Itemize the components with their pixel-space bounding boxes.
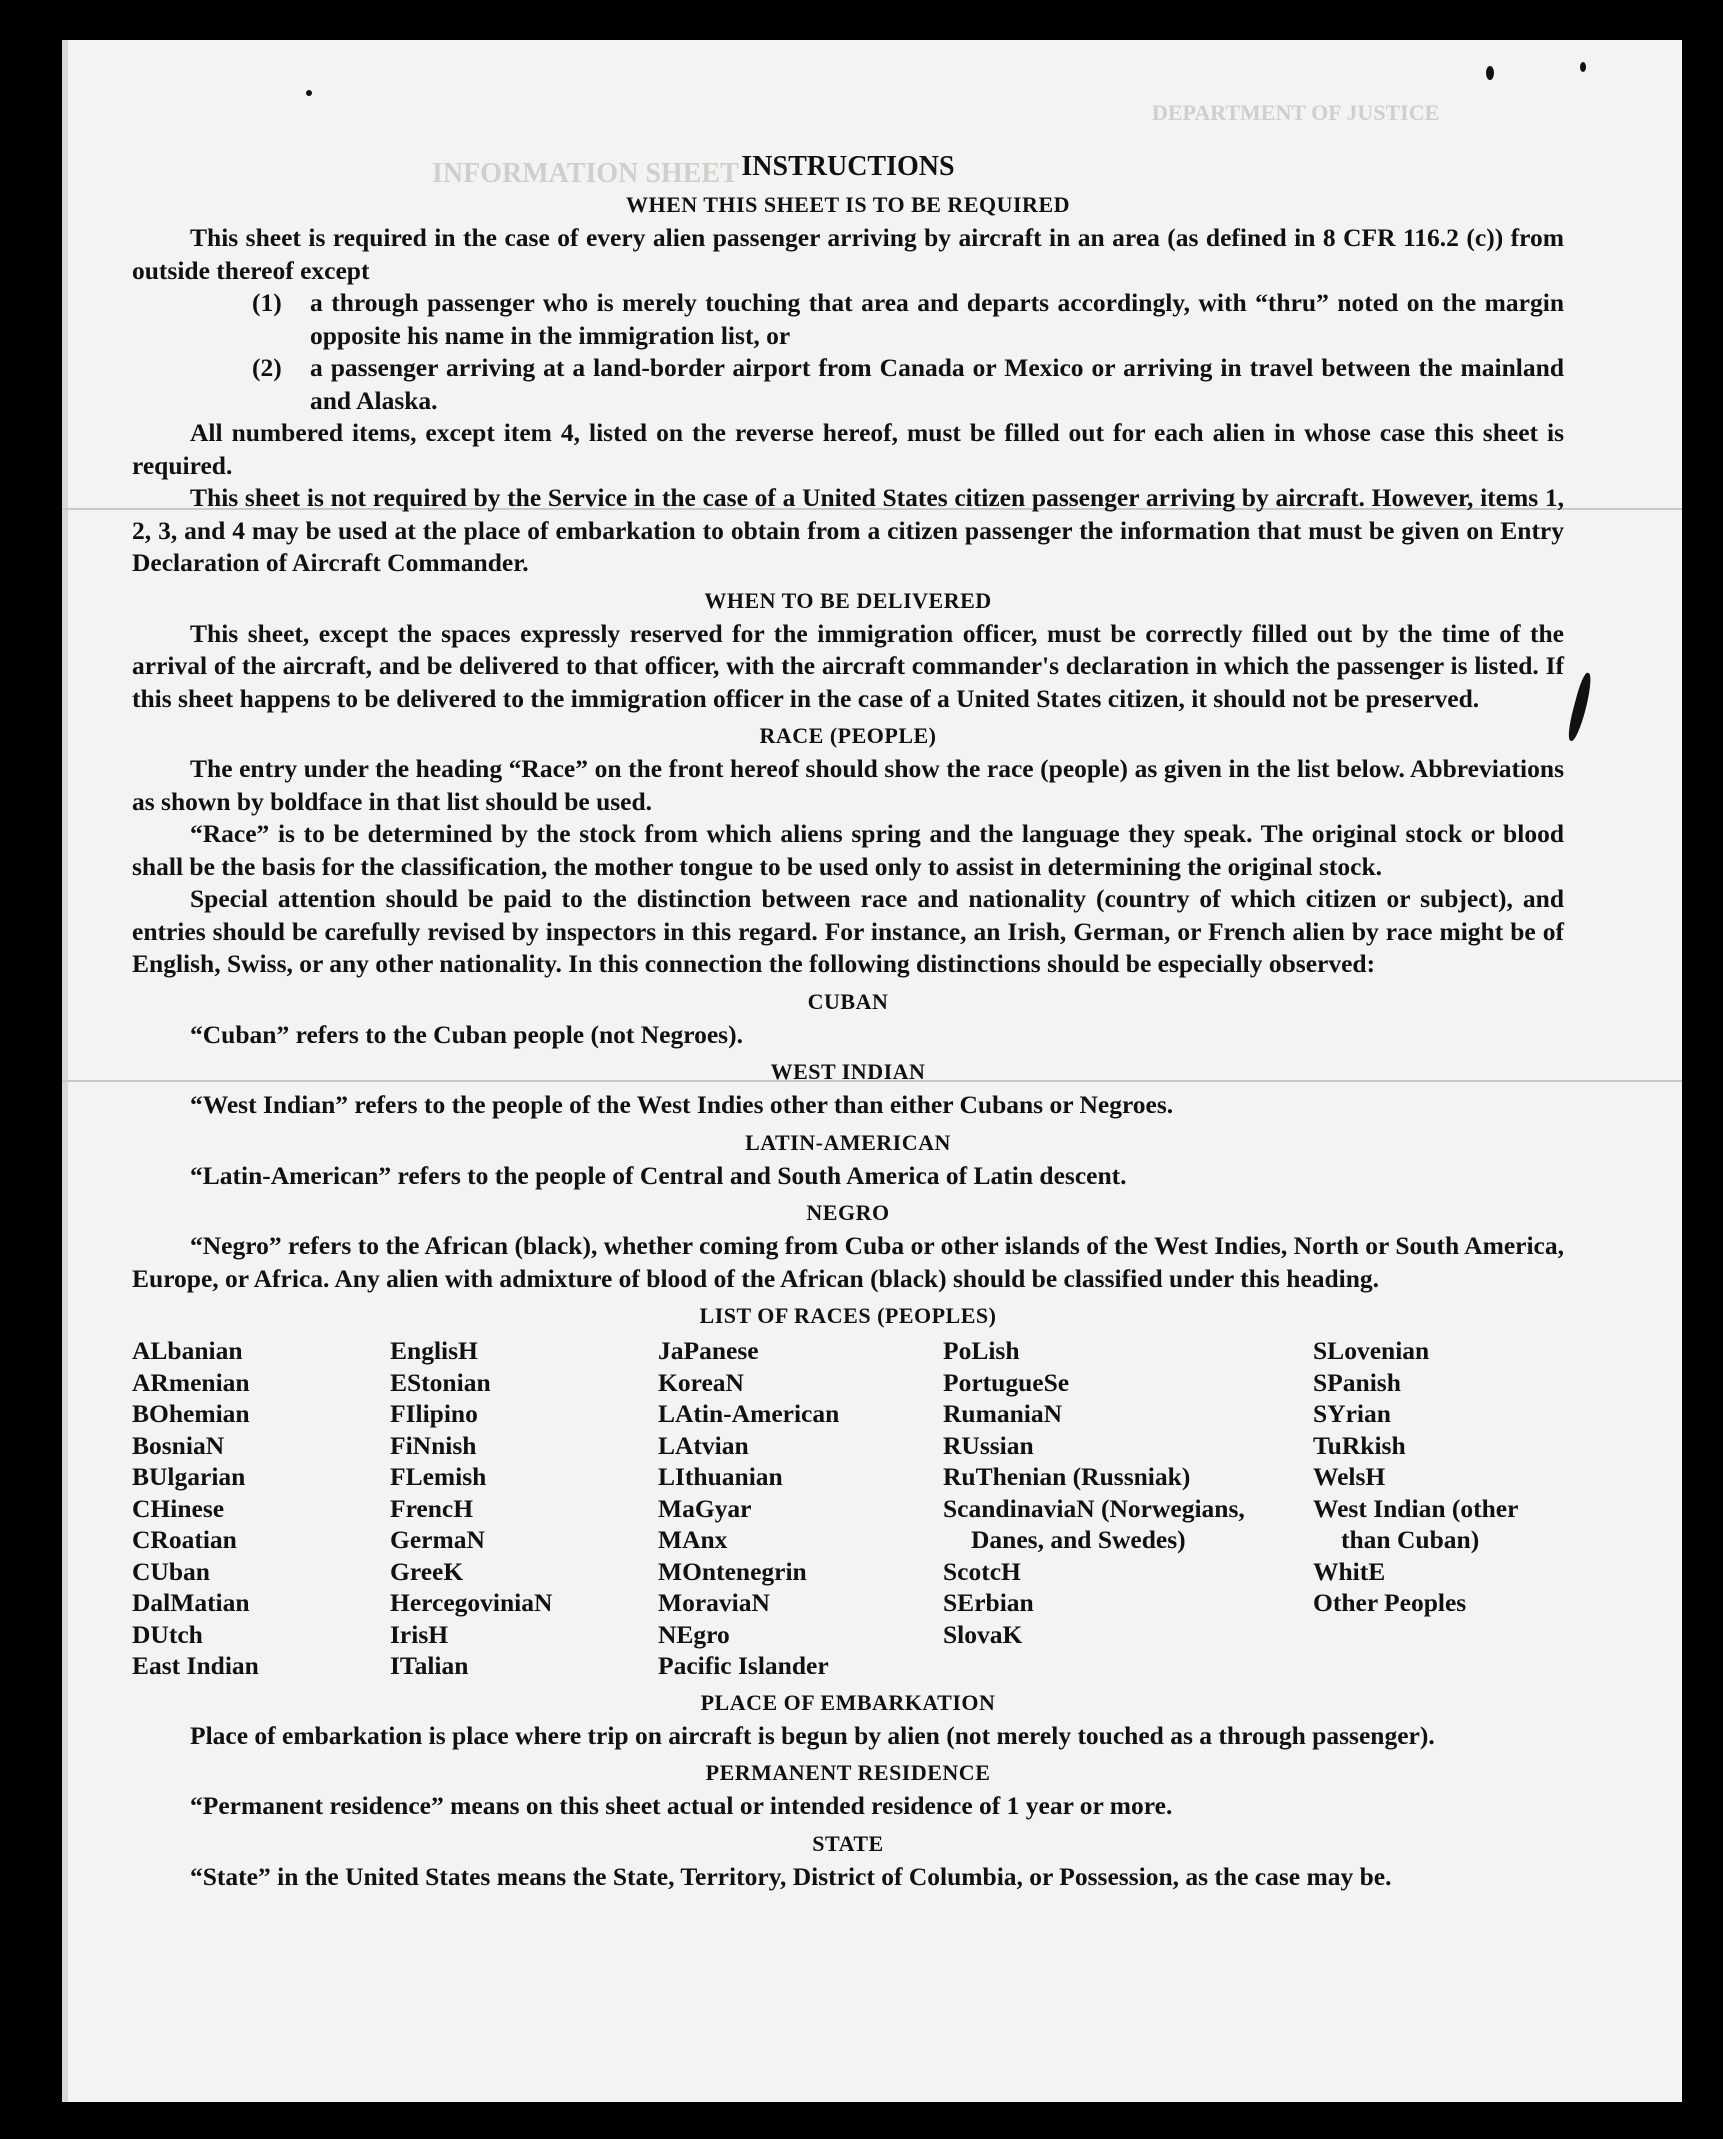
race-entry: JaPanese: [658, 1336, 759, 1365]
section-heading-latin-american: LATIN-AMERICAN: [745, 1129, 951, 1155]
race-entry: HercegoviniaN: [390, 1588, 553, 1617]
race-entry: ScandinaviaN (Norwegians, Danes, and Swedes): [943, 1493, 1245, 1554]
race-entry: ALbanian: [132, 1336, 243, 1365]
item-text: a passenger arriving at a land-border airport from Canada or Mexico or arriving in travel between the mainland and Alaska.: [310, 353, 1564, 415]
item-text: a through passenger who is merely touching that area and departs accordingly, with “thru” noted on the margin opposite his name in the immigration list, or: [310, 288, 1564, 350]
section-heading-state: STATE: [812, 1830, 884, 1856]
races-column: [943, 1335, 1313, 1682]
bleed-through-text: DEPARTMENT OF JUSTICE: [1152, 100, 1440, 125]
race-entry: FIlipino: [390, 1399, 478, 1428]
race-entry: ScotcH: [943, 1556, 1021, 1586]
instructions-content: [132, 150, 1564, 1893]
race-entry: DalMatian: [132, 1588, 250, 1617]
race-entry: WelsH: [1313, 1462, 1386, 1491]
residence-paragraph: “Permanent residence” means on this sheet actual or intended residence of 1 year or more.: [190, 1791, 1173, 1820]
ink-mark: [1565, 672, 1595, 743]
latin-american-paragraph: “Latin-American” refers to the people of Central and South America of Latin descent.: [190, 1160, 1127, 1190]
race-entry: LAtin-American: [658, 1399, 840, 1428]
citizen-paragraph: This sheet is not required by the Service in the case of a United States citizen passenger arriving by aircraft. However, items 1, 2, 3, and 4 may be used at the place of embarkation to obtain from a citizen passenger the information that must be given on Entry Declaration of Aircraft Commander.: [132, 483, 1564, 577]
race-entry: West Indian (other than Cuban): [1313, 1493, 1518, 1554]
race-paragraph: “Race” is to be determined by the stock from which aliens spring and the language they speak. The original stock or blood shall be the basis for the classification, the mother tongue to be used only to assist in determining the original stock.: [132, 819, 1564, 881]
race-entry: BOhemian: [132, 1399, 250, 1428]
race-entry: GermaN: [390, 1525, 485, 1554]
race-entry: NEgro: [658, 1619, 730, 1649]
section-heading-embarkation: PLACE OF EMBARKATION: [700, 1689, 996, 1715]
race-entry: RUssian: [943, 1430, 1034, 1460]
item-number: (1): [252, 288, 282, 317]
section-heading-races-list: LIST OF RACES (PEOPLES): [699, 1303, 997, 1328]
section-heading-race: RACE (PEOPLE): [759, 723, 937, 748]
race-entry: BosniaN: [132, 1430, 225, 1460]
race-entry: MaGyar: [658, 1493, 752, 1523]
race-entry: DUtch: [132, 1619, 203, 1649]
race-entry: SPanish: [1313, 1367, 1401, 1397]
races-column: [390, 1335, 658, 1682]
race-entry: BUlgarian: [132, 1462, 246, 1491]
section-heading-west-indian: WEST INDIAN: [770, 1059, 926, 1084]
negro-paragraph: “Negro” refers to the African (black), whether coming from Cuba or other islands of the West Indies, North or South America, Europe, or Africa. Any alien with admixture of blood of the African (black) should be classified under this heading.: [132, 1231, 1564, 1293]
race-entry: CRoatian: [132, 1525, 237, 1554]
race-entry: RumaniaN: [943, 1399, 1063, 1428]
race-entry: PoLish: [943, 1336, 1020, 1365]
race-entry: East Indian: [132, 1651, 259, 1680]
race-entry: SYrian: [1313, 1399, 1391, 1428]
ink-spot: [306, 90, 312, 96]
race-entry: KoreaN: [658, 1367, 744, 1397]
section-heading-when-delivered: WHEN TO BE DELIVERED: [704, 587, 992, 613]
race-entry: Other Peoples: [1313, 1588, 1467, 1617]
ink-spot: [1486, 66, 1494, 80]
numbered-items-paragraph: All numbered items, except item 4, listed on the reverse hereof, must be filled out for each alien in whose case this sheet is required.: [132, 418, 1564, 480]
race-entry: GreeK: [390, 1556, 464, 1586]
race-entry: Pacific Islander: [658, 1651, 829, 1680]
item-number: (2): [252, 353, 282, 382]
exception-item: [252, 352, 1564, 417]
cuban-paragraph: “Cuban” refers to the Cuban people (not Negroes).: [190, 1019, 743, 1049]
race-entry: CHinese: [132, 1493, 225, 1523]
race-entry: PortugueSe: [943, 1367, 1070, 1397]
races-column: [132, 1335, 390, 1682]
race-entry: EStonian: [390, 1367, 491, 1397]
section-heading-negro: NEGRO: [806, 1200, 890, 1225]
section-heading-cuban: CUBAN: [807, 988, 889, 1014]
document-sheet: [62, 40, 1682, 2102]
race-paragraph: The entry under the heading “Race” on the front hereof should show the race (people) as given in the list below. Abbreviations as shown by boldface in that list should be used.: [132, 754, 1564, 816]
race-entry: MOntenegrin: [658, 1556, 807, 1586]
race-entry: IrisH: [390, 1619, 449, 1649]
bleed-through-text: INFORMATION SHEET: [432, 158, 739, 189]
race-paragraph: Special attention should be paid to the distinction between race and nationality (country of which citizen or subject), and entries should be carefully revised by inspectors in this regard. For instance, an Irish, German, or French alien by race might be of English, Swiss, or any other nationality. In this connection the following distinctions should be especially observed:: [132, 884, 1564, 978]
state-paragraph: “State” in the United States means the State, Territory, District of Columbia, or Possession, as the case may be.: [190, 1861, 1392, 1891]
race-entry: WhitE: [1313, 1556, 1386, 1586]
race-entry: LIthuanian: [658, 1462, 783, 1491]
race-entry: RuThenian (Russniak): [943, 1462, 1191, 1491]
race-entry: TuRkish: [1313, 1430, 1406, 1460]
exception-item: [252, 287, 1564, 352]
sheet-edge: [62, 40, 68, 2102]
race-entry: FrencH: [390, 1493, 474, 1523]
section-heading-residence: PERMANENT RESIDENCE: [705, 1760, 991, 1785]
ink-spot: [1580, 62, 1586, 72]
race-entry: MoraviaN: [658, 1588, 770, 1617]
races-list: [132, 1335, 1564, 1682]
section-heading-when-required: WHEN THIS SHEET IS TO BE REQUIRED: [625, 192, 1071, 217]
race-entry: SlovaK: [943, 1619, 1023, 1649]
races-column: [658, 1335, 943, 1682]
race-entry: SLovenian: [1313, 1336, 1430, 1365]
west-indian-paragraph: “West Indian” refers to the people of the West Indies other than either Cubans or Negroes.: [190, 1090, 1174, 1119]
race-entry: FiNnish: [390, 1430, 477, 1460]
race-entry: EnglisH: [390, 1336, 478, 1365]
race-entry: SErbian: [943, 1588, 1034, 1617]
race-entry: MAnx: [658, 1525, 728, 1554]
race-entry: ITalian: [390, 1651, 469, 1680]
races-column: [1313, 1335, 1564, 1682]
embarkation-paragraph: Place of embarkation is place where trip on aircraft is begun by alien (not merely touched as a through passenger).: [190, 1720, 1435, 1750]
race-entry: CUban: [132, 1556, 210, 1586]
intro-paragraph: This sheet is required in the case of every alien passenger arriving by aircraft in an area (as defined in 8 CFR 116.2 (c)) from outside thereof except: [132, 223, 1564, 285]
race-entry: LAtvian: [658, 1430, 749, 1460]
page-title: INSTRUCTIONS: [741, 151, 955, 182]
race-entry: FLemish: [390, 1462, 487, 1491]
race-entry: ARmenian: [132, 1367, 250, 1397]
delivery-paragraph: This sheet, except the spaces expressly reserved for the immigration officer, must be correctly filled out by the time of the arrival of the aircraft, and be delivered to that officer, with the aircraft commander's declaration in which the passenger is listed. If this sheet happens to be delivered to the immigration officer in the case of a United States citizen, it should not be preserved.: [132, 618, 1564, 713]
